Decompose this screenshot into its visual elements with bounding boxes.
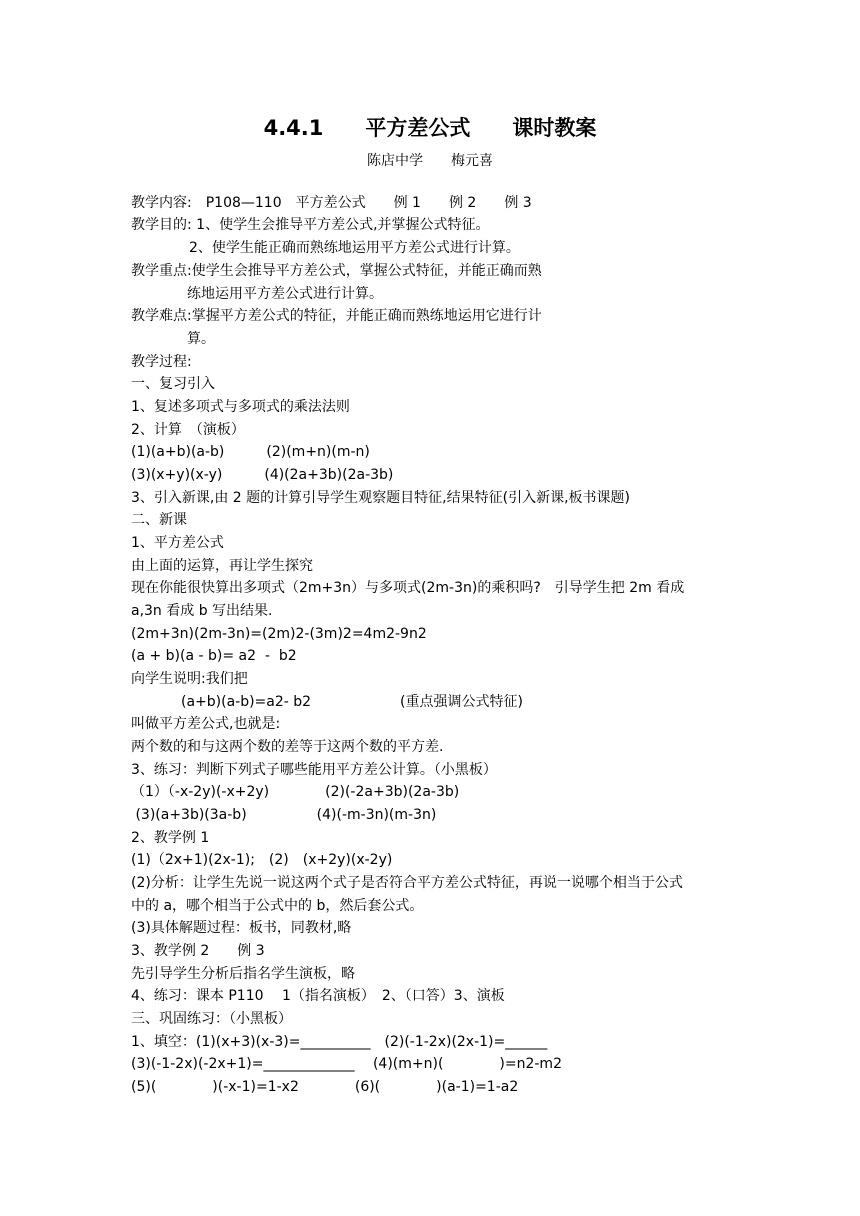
text-line: (3)具体解题过程：板书，同教材,略: [131, 920, 352, 936]
text-line: 向学生说明:我们把: [131, 671, 248, 687]
text-line: (3)(a+3b)(3a-b) (4)(-m-3n)(m-3n): [131, 807, 437, 823]
text-line: 中的 a，哪个相当于公式中的 b，然后套公式。: [131, 898, 424, 914]
text-line: 1、平方差公式: [131, 535, 224, 551]
text-line: a,3n 看成 b 写出结果.: [131, 603, 273, 619]
text-line: 1、复述多项式与多项式的乘法法则: [131, 399, 350, 415]
text-line: 1、填空：(1)(x+3)(x-3)=__________ (2)(-1-2x)(2x-1)=______: [131, 1034, 548, 1050]
text-line: 练地运用平方差公式进行计算。: [187, 286, 383, 302]
text-line: (2)分析：让学生先说一说这两个式子是否符合平方差公式特征，再说一说哪个相当于公式: [131, 875, 683, 891]
document-title: 4.4.1 平方差公式 课时教案: [263, 116, 597, 140]
text-line: 3、教学例 2 例 3: [131, 943, 265, 959]
text-line: 2、教学例 1: [131, 830, 210, 846]
formula-line: (a + b)(a - b)= a2 - b2: [131, 648, 297, 664]
text-line: 4、练习：课本 P110 1（指名演板） 2、（口答）3、演板: [131, 988, 505, 1004]
section-heading: 二、新课: [131, 512, 187, 528]
text-line: 2、使学生能正确而熟练地运用平方差公式进行计算。: [189, 240, 520, 256]
section-heading: 一、复习引入: [131, 376, 215, 392]
text-line: (3)(-1-2x)(-2x+1)=_____________ (4)(m+n)( )=n2-m2: [131, 1056, 562, 1072]
text-line: (重点强调公式特征): [400, 694, 523, 710]
text-line: （1）（-x-2y)(-x+2y) (2)(-2a+3b)(2a-3b): [131, 784, 460, 800]
text-line: 叫做平方差公式,也就是:: [131, 716, 281, 732]
author-line: 陈店中学 梅元喜: [367, 153, 493, 169]
text-line: 两个数的和与这两个数的差等于这两个数的平方差.: [131, 739, 444, 755]
text-line: 现在你能很快算出多项式（2m+3n）与多项式(2m-3n)的乘积吗? 引导学生把 2m 看成: [131, 580, 685, 596]
text-line: 教学目的: 1、使学生会推导平方差公式,并掌握公式特征。: [131, 217, 490, 233]
text-line: 3、练习：判断下列式子哪些能用平方差公计算。（小黑板）: [131, 762, 497, 778]
text-line: 算。: [187, 331, 215, 347]
text-line: 由上面的运算，再让学生探究: [131, 558, 313, 574]
text-line: 教学内容: P108—110 平方差公式 例 1 例 2 例 3: [131, 195, 532, 211]
text-line: 教学过程:: [131, 354, 192, 370]
text-line: (1)（2x+1)(2x-1); (2) (x+2y)(x-2y): [131, 852, 393, 868]
text-line: 3、引入新课,由 2 题的计算引导学生观察题目特征,结果特征(引入新课,板书课题): [131, 490, 630, 506]
text-line: 先引导学生分析后指名学生演板，略: [131, 966, 355, 982]
section-heading: 三、巩固练习：（小黑板）: [131, 1011, 292, 1027]
text-line: 教学难点:掌握平方差公式的特征，并能正确而熟练地运用它进行计: [131, 308, 542, 324]
text-line: (1)(a+b)(a-b) (2)(m+n)(m-n): [131, 444, 370, 460]
text-line: (5)( )(-x-1)=1-x2 (6)( )(a-1)=1-a2: [131, 1079, 519, 1095]
formula-line: (2m+3n)(2m-3n)=(2m)2-(3m)2=4m2-9n2: [131, 626, 427, 642]
formula-line: (a+b)(a-b)=a2- b2: [181, 694, 312, 710]
text-line: (3)(x+y)(x-y) (4)(2a+3b)(2a-3b): [131, 467, 394, 483]
text-line: 2、计算 （演板）: [131, 422, 245, 438]
text-line: 教学重点:使学生会推导平方差公式，掌握公式特征，并能正确而熟: [131, 263, 542, 279]
